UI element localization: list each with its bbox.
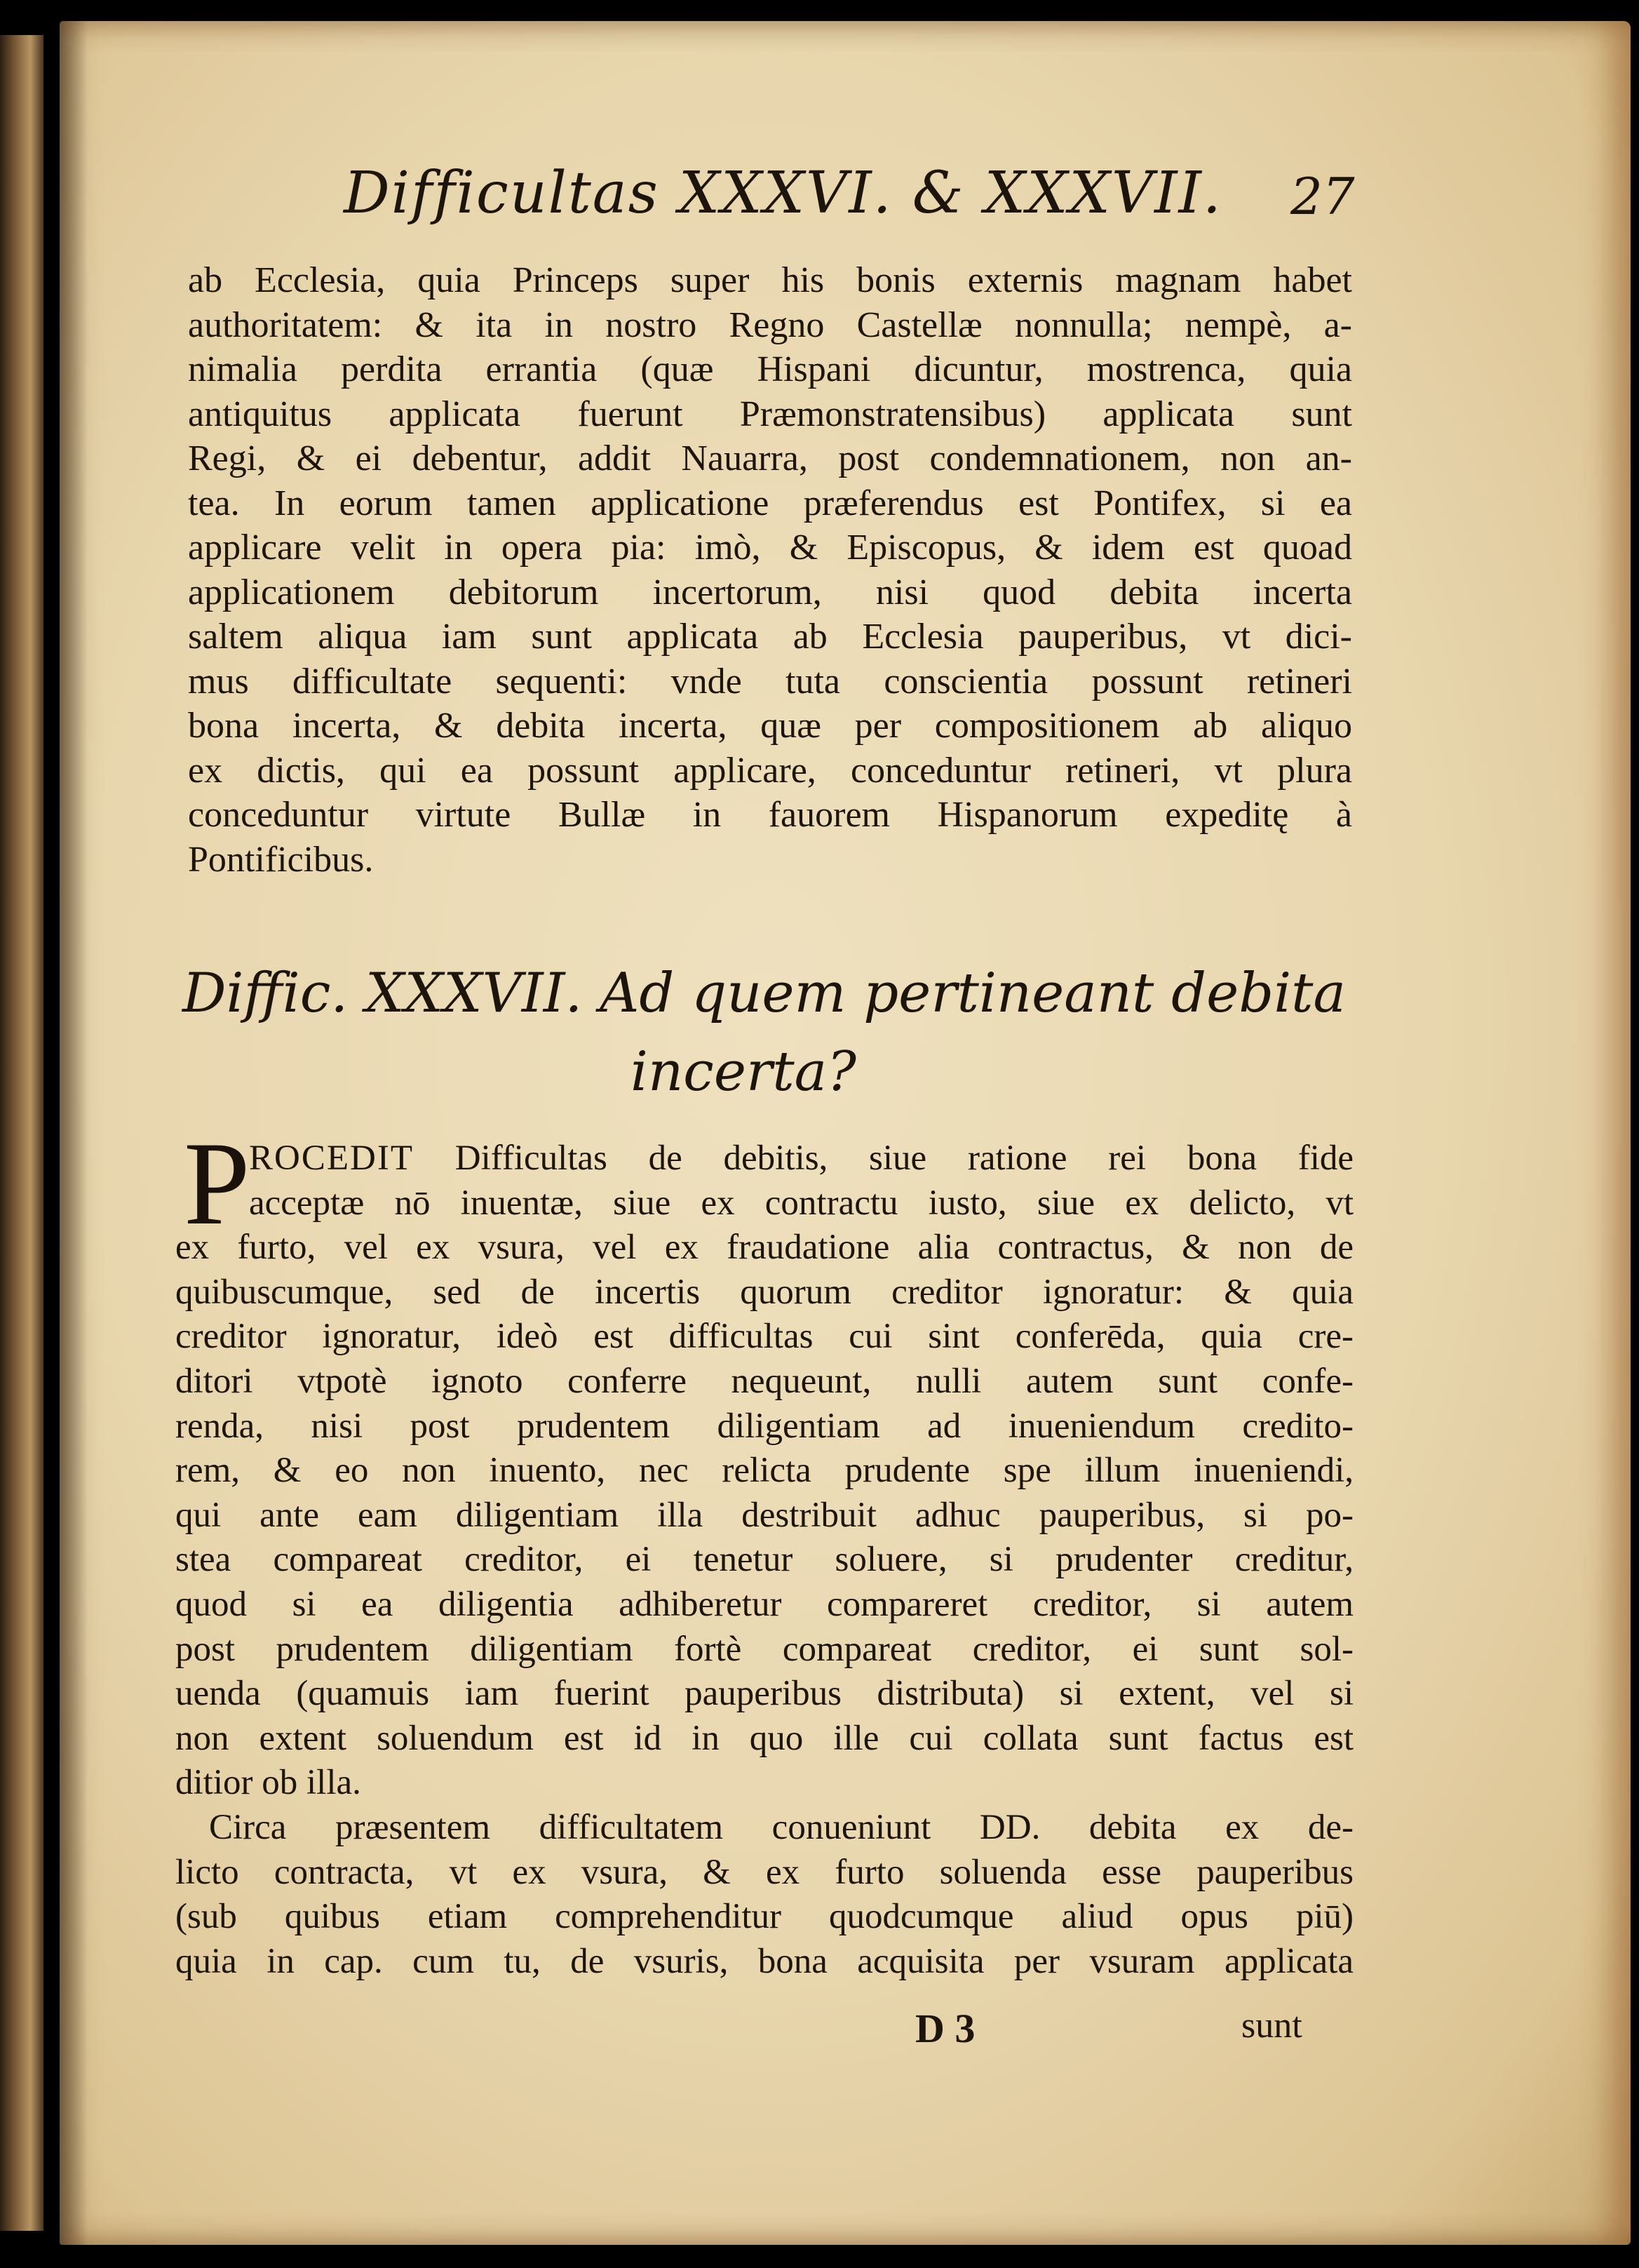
text-line: post prudentem diligentiam fortè compareat creditor, ei sunt sol- xyxy=(175,1629,1354,1669)
catchword: sunt xyxy=(1241,2006,1302,2046)
section-heading-line-1: Diffic. XXXVII. Ad quem pertineant debita xyxy=(182,962,1346,1025)
text-line: licto contracta, vt ex vsura, & ex furto soluenda esse pauperibus xyxy=(175,1852,1354,1892)
text-line: mus difficultate sequenti: vnde tuta conscientia possunt retineri xyxy=(188,661,1352,702)
section-heading-line-2: incerta? xyxy=(630,1040,856,1103)
text-line: quibuscumque, sed de incertis quorum creditor ignoratur: & quia xyxy=(175,1272,1354,1312)
text-line: Regi, & ei debentur, addit Nauarra, post condemnationem, non an- xyxy=(188,438,1352,478)
opening-word: ROCEDIT xyxy=(249,1139,414,1178)
paragraph-first-line xyxy=(175,1136,1354,1181)
continuation-text xyxy=(188,258,1352,882)
first-line-rest: Difficultas de debitis, siue ratione rei bona fide xyxy=(454,1139,1354,1178)
text-line: saltem aliqua iam sunt applicata ab Ecclesia pauperibus, vt dici- xyxy=(188,617,1352,657)
text-line: rem, & eo non inuento, nec relicta prudente spe illum inueniendi, xyxy=(175,1451,1354,1491)
text-line: ex dictis, qui ea possunt applicare, conceduntur retineri, vt plura xyxy=(188,750,1352,791)
text-line: ex furto, vel ex vsura, vel ex fraudatione alia contractus, & non de xyxy=(175,1228,1354,1268)
text-line: applicationem debitorum incertorum, nisi quod debita incerta xyxy=(188,572,1352,612)
text-line: antiquitus applicata fuerunt Præmonstratensibus) applicata sunt xyxy=(188,394,1352,434)
main-paragraphs xyxy=(175,1136,1354,1984)
text-line: Circa præsentem difficultatem conueniunt DD. debita ex de- xyxy=(209,1807,1354,1847)
text-line: acceptæ nō inuentæ, siue ex contractu iusto, siue ex delicto, vt xyxy=(249,1183,1354,1223)
drop-cap: P xyxy=(184,1118,250,1249)
text-line: Pontificibus. xyxy=(188,839,374,880)
text-line: conceduntur virtute Bullæ in fauorem Hispanorum expeditę à xyxy=(188,795,1352,835)
section-heading xyxy=(182,954,1361,1111)
page-number: 27 xyxy=(1290,167,1355,226)
signature-mark: D 3 xyxy=(915,2006,976,2051)
text-line: ab Ecclesia, quia Princeps super his bonis externis magnam habet xyxy=(188,260,1352,300)
text-line: non extent soluendum est id in quo ille cui collata sunt factus est xyxy=(175,1718,1354,1758)
text-line: quod si ea diligentia adhiberetur compareret creditor, si autem xyxy=(175,1584,1354,1624)
text-line: creditor ignoratur, ideò est difficultas cui sint conferēda, quia cre- xyxy=(175,1317,1354,1357)
text-line: quia in cap. cum tu, de vsuris, bona acquisita per vsuram applicata xyxy=(175,1941,1354,1981)
text-line: applicare velit in opera pia: imò, & Episcopus, & idem est quoad xyxy=(188,528,1352,568)
text-line: bona incerta, & debita incerta, quæ per compositionem ab aliquo xyxy=(188,706,1352,746)
text-line: nimalia perdita errantia (quæ Hispani dicuntur, mostrenca, quia xyxy=(188,349,1352,389)
text-line: (sub quibus etiam comprehenditur quodcumque aliud opus piū) xyxy=(175,1897,1354,1937)
text-line: ditori vtpotè ignoto conferre nequeunt, nulli autem sunt confe- xyxy=(175,1361,1354,1401)
text-line: ditior ob illa. xyxy=(175,1763,361,1803)
text-line: renda, nisi post prudentem diligentiam ad inueniendum credito- xyxy=(175,1406,1354,1446)
text-line: qui ante eam diligentiam illa destribuit adhuc pauperibus, si po- xyxy=(175,1495,1354,1535)
running-head: Difficultas XXXVI. & XXXVII. xyxy=(344,160,1222,227)
text-line: stea compareat creditor, ei tenetur soluere, si prudenter creditur, xyxy=(175,1540,1354,1580)
text-line: authoritatem: & ita in nostro Regno Castellæ nonnulla; nempè, a- xyxy=(188,304,1352,345)
text-line: tea. In eorum tamen applicatione præferendus est Pontifex, si ea xyxy=(188,483,1352,523)
text-line: uenda (quamuis iam fuerint pauperibus distributa) si extent, vel si xyxy=(175,1674,1354,1714)
